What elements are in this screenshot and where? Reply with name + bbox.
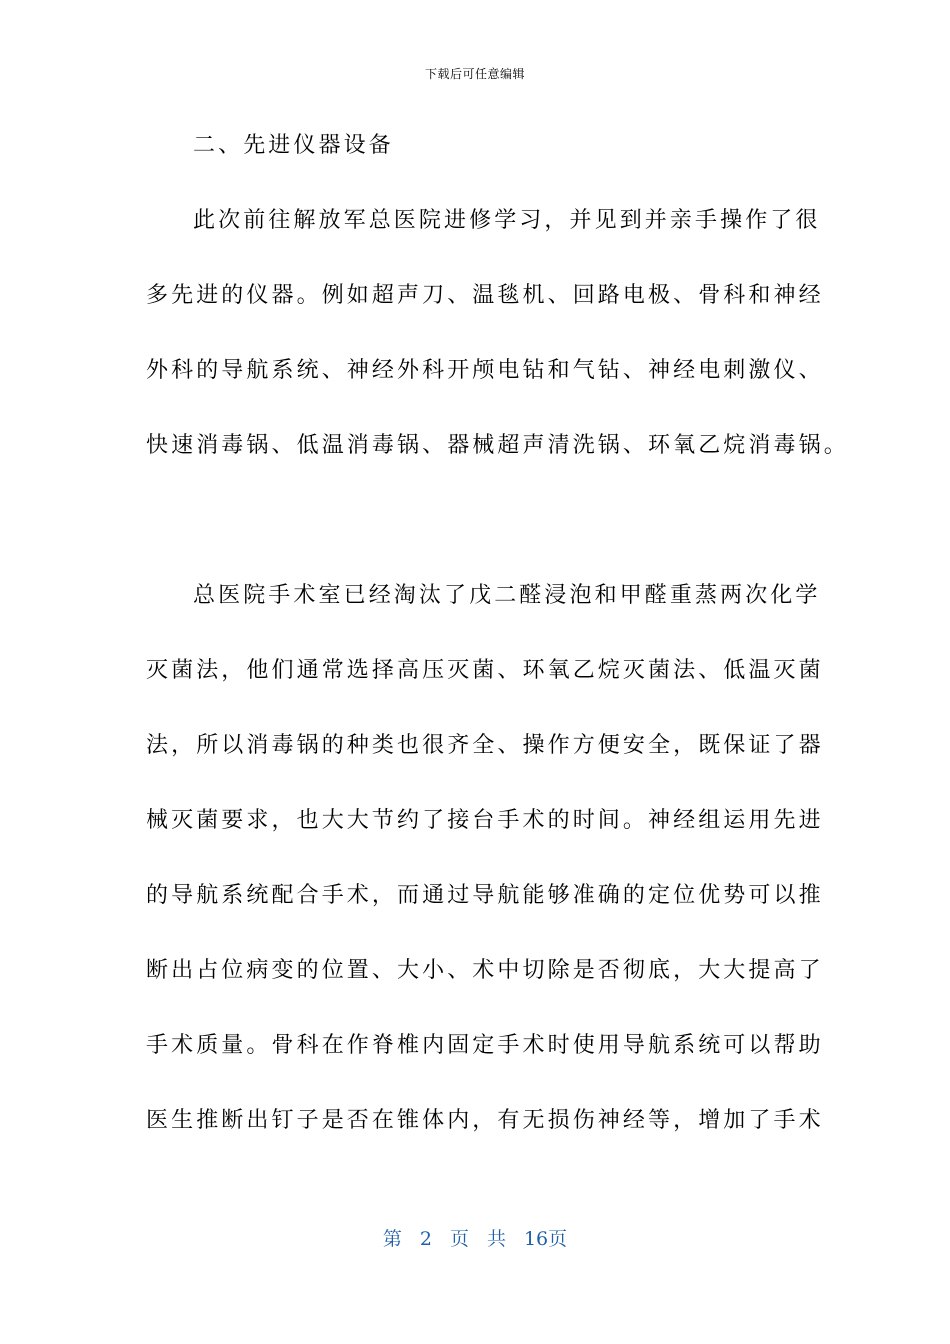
paragraph-1-line-3: 外科的导航系统、神经外科开颅电钻和气钻、神经电刺激仪、 — [146, 358, 824, 383]
paragraph-2-line-5: 的导航系统配合手术，而通过导航能够准确的定位优势可以推 — [146, 883, 824, 908]
section-heading: 二、先进仪器设备 — [193, 133, 394, 158]
document-body — [146, 126, 849, 1176]
footer-label-page: 第 — [382, 1228, 402, 1250]
paragraph-2-line-8: 医生推断出钉子是否在锥体内，有无损伤神经等，增加了手术 — [146, 1108, 824, 1133]
paragraph-2-line-3: 法，所以消毒锅的种类也很齐全、操作方便安全，既保证了器 — [146, 733, 824, 758]
paragraph-1-line-4: 快速消毒锅、低温消毒锅、器械超声清洗锅、环氧乙烷消毒锅。 — [146, 433, 849, 458]
paragraph-2-line-6: 断出占位病变的位置、大小、术中切除是否彻底，大大提高了 — [146, 958, 824, 983]
paragraph-2-line-2: 灭菌法，他们通常选择高压灭菌、环氧乙烷灭菌法、低温灭菌 — [146, 658, 824, 683]
paragraph-2-line-7: 手术质量。骨科在作脊椎内固定手术时使用导航系统可以帮助 — [146, 1033, 824, 1058]
page-header: 下载后可任意编辑 — [424, 67, 525, 81]
paragraph-2-line-4: 械灭菌要求，也大大节约了接台手术的时间。神经组运用先进 — [146, 808, 824, 833]
footer-total-pages: 16页 — [523, 1228, 568, 1250]
paragraph-gap — [146, 501, 806, 576]
footer-current-page: 2 — [419, 1228, 432, 1250]
paragraph-1-line-2: 多先进的仪器。例如超声刀、温毯机、回路电极、骨科和神经 — [146, 283, 824, 308]
paragraph-2-line-1: 总医院手术室已经淘汰了戊二醛浸泡和甲醛重蒸两次化学 — [193, 583, 821, 608]
paragraph-1-line-1: 此次前往解放军总医院进修学习，并见到并亲手操作了很 — [193, 208, 821, 233]
page-footer — [0, 1226, 950, 1252]
footer-label-unit: 页 — [449, 1228, 469, 1250]
footer-label-total: 共 — [486, 1228, 506, 1250]
